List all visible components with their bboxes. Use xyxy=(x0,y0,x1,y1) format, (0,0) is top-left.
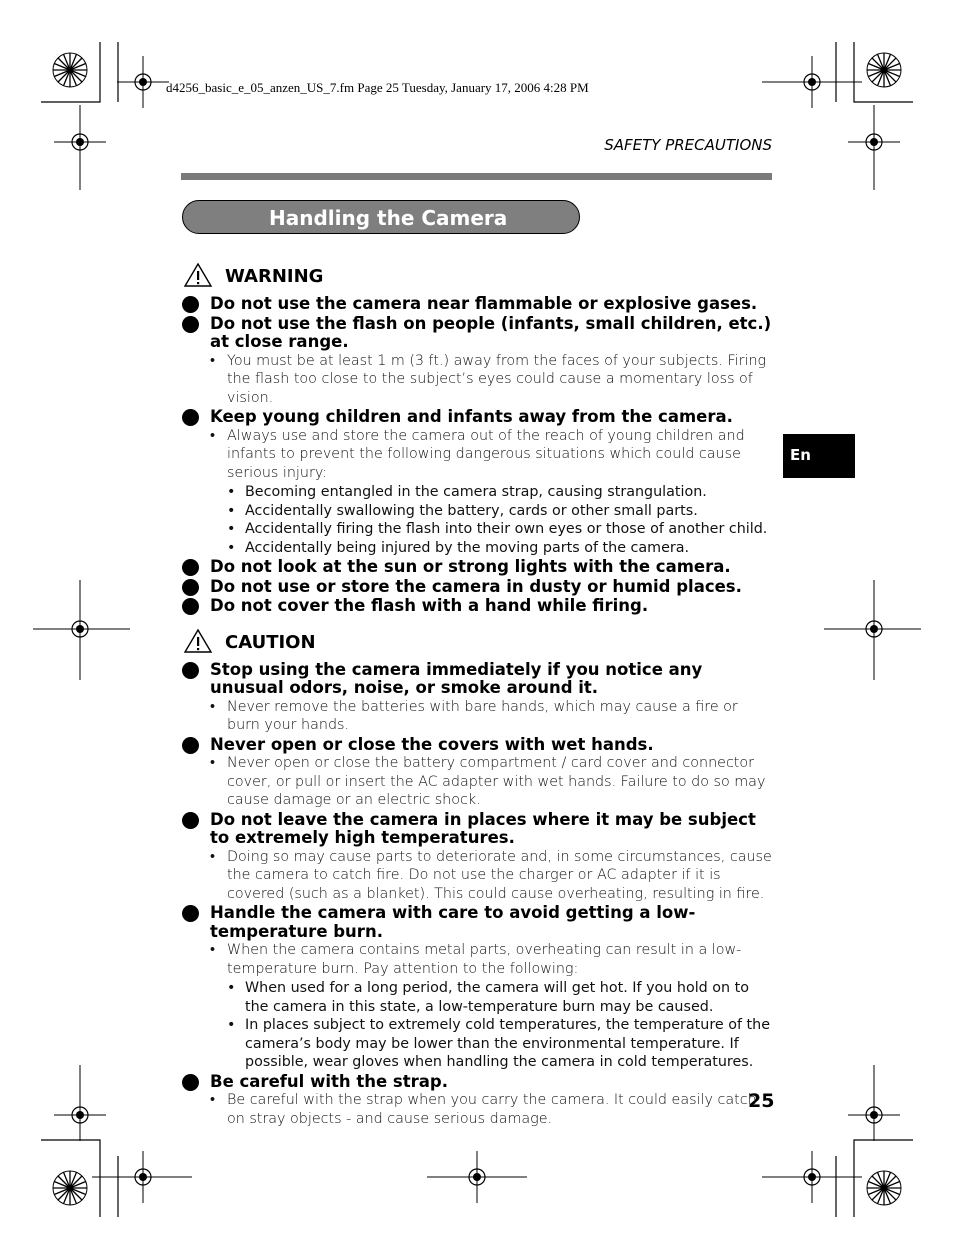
warning-heading-label: WARNING xyxy=(225,266,324,287)
precaution-text: Do not use the flash on people (infants, small children, etc.) at close range. xyxy=(210,313,772,351)
bullet-icon xyxy=(182,316,199,333)
precaution-text: Never open or close the covers with wet hands. xyxy=(210,734,654,754)
precaution-subdetail: • Accidentally firing the flash into their own eyes or those of another child. xyxy=(181,520,772,539)
bullet-icon xyxy=(182,905,199,922)
bullet-icon xyxy=(182,1074,199,1091)
section-label: SAFETY PRECAUTIONS xyxy=(604,136,772,154)
bullet-icon xyxy=(182,559,199,576)
precaution-text: Handle the camera with care to avoid getting a low-temperature burn. xyxy=(210,903,696,941)
caution-heading xyxy=(181,626,772,660)
precaution-item xyxy=(181,578,772,597)
precaution-item xyxy=(181,315,772,352)
page-title: Handling the Camera xyxy=(182,200,580,234)
precaution-detail: • You must be at least 1 m (3 ft.) away from the faces of your subjects. Firing the flash too close to the subject’s eyes could cause a momentary loss of vision. xyxy=(181,352,772,408)
warning-icon xyxy=(183,262,213,288)
bullet-icon xyxy=(182,662,199,679)
warning-heading xyxy=(181,260,772,294)
precaution-subdetail: • Accidentally swallowing the battery, cards or other small parts. xyxy=(181,502,772,521)
precaution-detail: • Always use and store the camera out of the reach of young children and infants to prevent the following dangerous situations which could cause serious injury: xyxy=(181,427,772,483)
precaution-text: Keep young children and infants away from the camera. xyxy=(210,407,733,426)
precaution-text: Do not use the camera near flammable or explosive gases. xyxy=(210,294,758,313)
precaution-subdetail: • In places subject to extremely cold temperatures, the temperature of the camera’s body may be lower than the environmental temperature. If possible, wear gloves when handling the camera in cold temperatures. xyxy=(181,1016,772,1072)
caution-list xyxy=(181,659,775,1129)
precaution-text: Stop using the camera immediately if you notice any unusual odors, noise, or smoke around it. xyxy=(210,659,703,697)
precaution-item xyxy=(181,1073,772,1092)
language-tab: En xyxy=(783,434,855,478)
precaution-item xyxy=(181,295,772,314)
page-number: 25 xyxy=(748,1090,775,1112)
precaution-subdetail: • Becoming entangled in the camera strap, causing strangulation. xyxy=(181,483,772,502)
caution-icon xyxy=(183,628,213,654)
precaution-text: Do not cover the flash with a hand while firing. xyxy=(210,596,649,615)
precaution-detail: • Never open or close the battery compartment / card cover and connector cover, or pull or insert the AC adapter with wet hands. Failure to do so may cause damage or an electric shock. xyxy=(181,754,772,810)
bullet-icon xyxy=(182,812,199,829)
precaution-detail: • Doing so may cause parts to deteriorate and, in some circumstances, cause the camera to catch fire. Do not use the charger or AC adapter if it is covered (such as a blanket). This could cause overheating, resulting in fire. xyxy=(181,848,772,904)
precaution-subdetail: • Accidentally being injured by the moving parts of the camera. xyxy=(181,539,772,558)
caution-heading-label: CAUTION xyxy=(225,631,316,653)
precaution-detail: • Never remove the batteries with bare hands, which may cause a fire or burn your hands. xyxy=(181,698,772,735)
precaution-item xyxy=(181,736,772,755)
precaution-detail: • When the camera contains metal parts, overheating can result in a low-temperature burn. Pay attention to the following: xyxy=(181,941,772,978)
precaution-subdetail: • When used for a long period, the camera will get hot. If you hold on to the camera in this state, a low-temperature burn may be caused. xyxy=(181,979,772,1016)
bullet-icon xyxy=(182,409,199,426)
precaution-item xyxy=(181,558,772,577)
safety-content xyxy=(181,256,775,1129)
precaution-item xyxy=(181,811,772,848)
warning-list xyxy=(181,295,772,616)
precaution-item xyxy=(181,904,772,941)
precaution-text: Do not use or store the camera in dusty or humid places. xyxy=(210,576,742,596)
bullet-icon xyxy=(182,579,199,596)
bullet-icon xyxy=(182,598,199,615)
precaution-item xyxy=(181,597,772,616)
bullet-icon xyxy=(182,296,199,313)
precaution-text: Be careful with the strap. xyxy=(210,1071,448,1091)
precaution-text: Do not leave the camera in places where it may be subject to extremely high temperatures. xyxy=(210,809,756,847)
precaution-text: Do not look at the sun or strong lights with the camera. xyxy=(210,557,731,576)
precaution-item xyxy=(181,408,772,427)
precaution-detail: • Be careful with the strap when you carry the camera. It could easily catch on stray objects - and cause serious damage. xyxy=(181,1091,772,1128)
bullet-icon xyxy=(182,737,199,754)
section-rule xyxy=(181,173,772,180)
precaution-item xyxy=(181,661,772,698)
file-header: d4256_basic_e_05_anzen_US_7.fm Page 25 Tuesday, January 17, 2006 4:28 PM xyxy=(166,80,589,95)
